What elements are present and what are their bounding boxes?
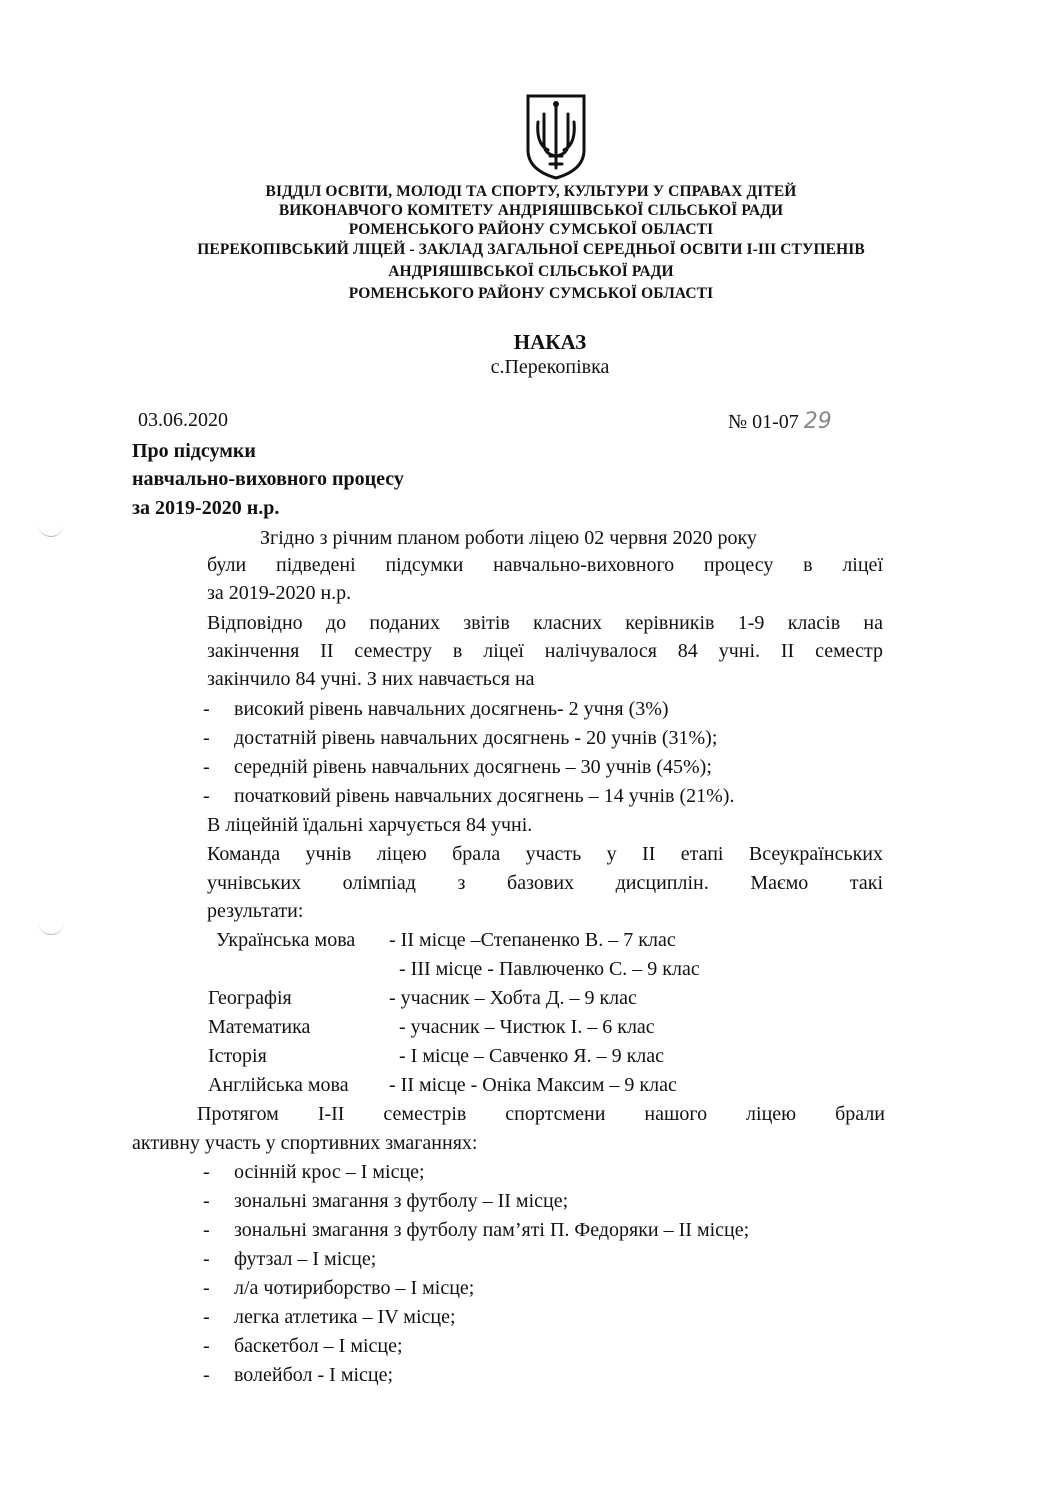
olymp-intro-line-3: результати:: [207, 900, 304, 922]
olymp-result: - І місце – Савченко Я. – 9 клас: [399, 1045, 665, 1067]
list-bullet: -: [203, 1248, 210, 1270]
sport-item: баскетбол – І місце;: [234, 1335, 403, 1357]
list-bullet: -: [203, 1277, 210, 1299]
subject-line-3: за 2019-2020 н.р.: [132, 497, 280, 519]
header-line-3: РОМЕНСЬКОГО РАЙОНУ СУМСЬКОЇ ОБЛАСТІ: [348, 221, 714, 238]
olymp-result: - учасник – Хобта Д. – 9 клас: [389, 987, 637, 1009]
body-p1-line-2: були підведені підсумки навчально-виховного процесу в ліцеї: [207, 554, 883, 576]
list-bullet: -: [203, 727, 210, 749]
olymp-intro-line-1: Команда учнів ліцею брала участь у ІІ етапі Всеукраїнських: [207, 843, 883, 865]
header-line-5: АНДРІЯШІВСЬКОЇ СІЛЬСЬКОЇ РАДИ: [388, 263, 674, 280]
sport-item: футзал – І місце;: [234, 1248, 377, 1270]
body-p2-line-1: Відповідно до поданих звітів класних керівників 1-9 класів на: [207, 612, 883, 634]
body-p2-line-3: закінчило 84 учні. З них навчається на: [207, 668, 535, 690]
list-bullet: -: [203, 1335, 210, 1357]
document-place: с.Перекопівка: [490, 356, 610, 378]
level-item: середній рівень навчальних досягнень – 30 учнів (45%);: [234, 756, 712, 778]
olymp-subject: Українська мова: [216, 929, 356, 951]
olymp-result: - ІІІ місце - Павлюченко С. – 9 клас: [399, 958, 700, 980]
list-bullet: -: [203, 756, 210, 778]
header-line-1: ВІДДІЛ ОСВІТИ, МОЛОДІ ТА СПОРТУ, КУЛЬТУРИ У СПРАВАХ ДІТЕЙ: [265, 183, 797, 200]
number-prefix: № 01-07: [728, 411, 799, 433]
list-bullet: -: [203, 1219, 210, 1241]
sport-item: легка атлетика – ІV місце;: [234, 1306, 456, 1328]
olymp-intro-line-2: учнівських олімпіад з базових дисциплін. Маємо такі: [207, 872, 883, 894]
olymp-result: - учасник – Чистюк І. – 6 клас: [399, 1016, 655, 1038]
olymp-subject: Англійська мова: [208, 1074, 349, 1096]
olymp-subject: Історія: [208, 1045, 267, 1067]
scan-mark: [38, 522, 64, 537]
scan-mark: [38, 920, 64, 935]
list-bullet: -: [203, 785, 210, 807]
number-handwritten: 29: [803, 409, 832, 434]
olymp-subject: Географія: [208, 987, 292, 1009]
list-bullet: -: [203, 1190, 210, 1212]
document-date: 03.06.2020: [138, 409, 228, 431]
olymp-result: - ІІ місце - Оніка Максим – 9 клас: [389, 1074, 677, 1096]
body-p1-line-3: за 2019-2020 н.р.: [207, 582, 352, 604]
sport-item: л/а чотириборство – І місце;: [234, 1277, 475, 1299]
body-p2-line-2: закінчення ІІ семестру в ліцеї налічувалося 84 учні. ІІ семестр: [207, 640, 883, 662]
olymp-result: - ІІ місце –Степаненко В. – 7 клас: [389, 929, 676, 951]
meals-line: В ліцейній їдальні харчується 84 учні.: [207, 814, 533, 836]
sport-item: осінній крос – І місце;: [234, 1161, 425, 1183]
header-line-2: ВИКОНАВЧОГО КОМІТЕТУ АНДРІЯШІВСЬКОЇ СІЛЬСЬКОЇ РАДИ: [278, 202, 784, 219]
sport-intro-line-1: Протягом І-ІІ семестрів спортсмени нашого ліцею брали: [197, 1103, 885, 1125]
level-item: початковий рівень навчальних досягнень – 14 учнів (21%).: [234, 785, 735, 807]
sport-item: волейбол - І місце;: [234, 1364, 394, 1386]
coat-of-arms-icon: [522, 92, 590, 180]
header-line-4: ПЕРЕКОПІВСЬКИЙ ЛІЦЕЙ - ЗАКЛАД ЗАГАЛЬНОЇ СЕРЕДНЬОЇ ОСВІТИ І-ІІІ СТУПЕНІВ: [197, 241, 865, 258]
level-item: достатній рівень навчальних досягнень - 20 учнів (31%);: [234, 727, 718, 749]
list-bullet: -: [203, 1364, 210, 1386]
subject-line-2: навчально-виховного процесу: [132, 468, 404, 490]
olymp-subject: Математика: [208, 1016, 311, 1038]
header-line-6: РОМЕНСЬКОГО РАЙОНУ СУМСЬКОЇ ОБЛАСТІ: [348, 285, 714, 302]
sport-item: зональні змагання з футболу пам’яті П. Федоряки – ІІ місце;: [234, 1219, 750, 1241]
sport-item: зональні змагання з футболу – ІІ місце;: [234, 1190, 569, 1212]
subject-line-1: Про підсумки: [132, 440, 256, 462]
sport-intro-line-2: активну участь у спортивних змаганнях:: [132, 1132, 478, 1154]
document-title: НАКАЗ: [513, 330, 587, 354]
list-bullet: -: [203, 698, 210, 720]
body-p1-line-1: Згідно з річним планом роботи ліцею 02 червня 2020 року: [260, 527, 757, 549]
list-bullet: -: [203, 1161, 210, 1183]
list-bullet: -: [203, 1306, 210, 1328]
level-item: високий рівень навчальних досягнень- 2 учня (3%): [234, 698, 669, 720]
document-number: [728, 409, 832, 434]
